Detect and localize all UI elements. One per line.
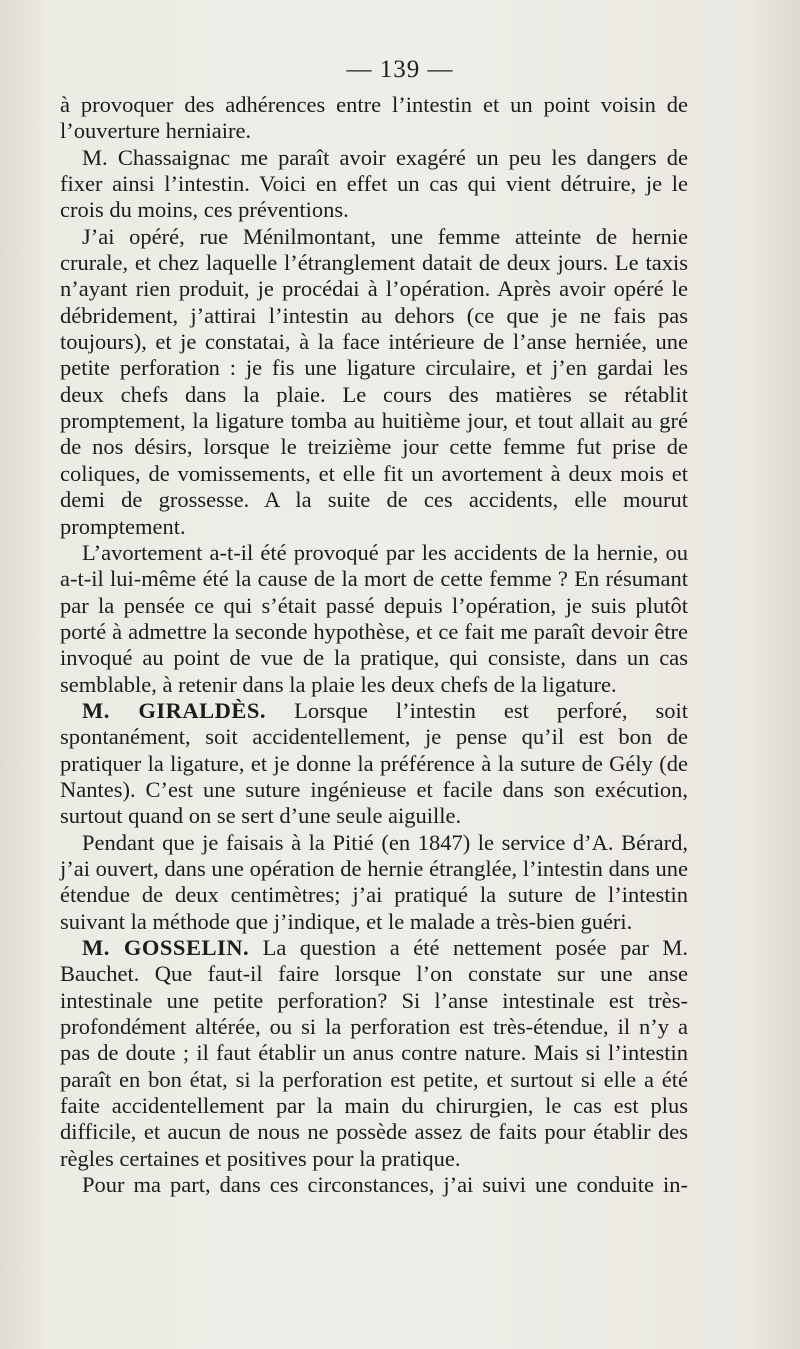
paragraph-4 [60,540,688,698]
paragraph-giraldes [60,698,688,830]
paragraph-text: J’ai opéré, rue Ménilmontant, une femme atteinte de hernie crurale, et chez laquelle l’étranglement datait de deux jours. Le taxis n’ayant rien produit, je procédai à l’opération. Après avoir opéré le débridement, j’attirai l’intestin au dehors (ce que je ne fais pas toujours), et je constatai, à la face intérieure de l’anse herniée, une petite perforation : je fis une ligature circulaire, et j’en gardai les deux chefs dans la plaie. Le cours des matières se rétablit promptement, la ligature tomba au huitième jour, et tout allait au gré de nos désirs, lorsque le treizième jour cette femme fut prise de coliques, de vomissements, et elle fit un avortement à deux mois et demi de grossesse. A la suite de ces accidents, elle mourut promptement. [60,223,688,539]
page-number: — 139 — [346,56,454,83]
body-text [60,92,688,1198]
paragraph-text: Pendant que je faisais à la Pitié (en 1847) le service d’A. Bérard, j’ai ouvert, dans une opération de hernie étranglée, l’intestin dans une étendue de deux centimètres; j’ai pratiqué la suture de l’intestin suivant la méthode que j’indique, et le malade a très-bien guéri. [60,829,688,934]
speaker-name: M. GOSSELIN. [82,935,250,960]
paragraph-3 [60,224,688,540]
paragraph-6 [60,830,688,935]
paragraph-text: L’avortement a-t-il été provoqué par les accidents de la hernie, ou a-t-il lui-même été la cause de la mort de cette femme ? En résumant par la pensée ce qui s’était passé depuis l’opération, je suis plutôt porté à admettre la seconde hypothèse, et ce fait me paraît devoir être invoqué au point de vue de la pratique, qui consiste, dans un cas semblable, à retenir dans la plaie les deux chefs de la ligature. [60,539,688,697]
paragraph-8 [60,1172,688,1198]
paragraph-text: M. Chassaignac me paraît avoir exagéré un peu les dangers de fixer ainsi l’intestin. Voici en effet un cas qui vient détruire, je le crois du moins, ces préventions. [60,144,688,223]
speaker-name: M. GIRALDÈS. [82,697,267,723]
paragraph-1 [60,92,688,145]
paragraph-text: La question a été nettement posée par M. Bauchet. Que faut-il faire lorsque l’on constate sur une anse intestinale une petite perforation? Si l’anse intestinale est très-profondément altérée, ou si la perforation est très-étendue, il n’y a pas de doute ; il faut établir un anus contre nature. Mais si l’intestin paraît en bon état, si la perforation est petite, et surtout si elle a été faite accidentellement par la main du chirurgien, le cas est plus difficile, et aucun de nous ne possède assez de faits pour établir des règles certaines et positives pour la pratique. [60,935,688,1171]
paragraph-gosselin [60,935,688,1172]
paragraph-2 [60,145,688,224]
paragraph-text: Pour ma part, dans ces circonstances, j’ai suivi une conduite in- [82,1172,688,1198]
paragraph-text: Lorsque l’intestin est perforé, soit spontanément, soit accidentellement, je pense qu’il est bon de pratiquer la ligature, et je donne la préférence à la suture de Gély (de Nantes). C’est une suture ingénieuse et facile dans son exécution, surtout quand on se sert d’une seule aiguille. [60,697,688,829]
paragraph-text: à provoquer des adhérences entre l’intestin et un point voisin de l’ouverture herniaire. [60,92,688,144]
